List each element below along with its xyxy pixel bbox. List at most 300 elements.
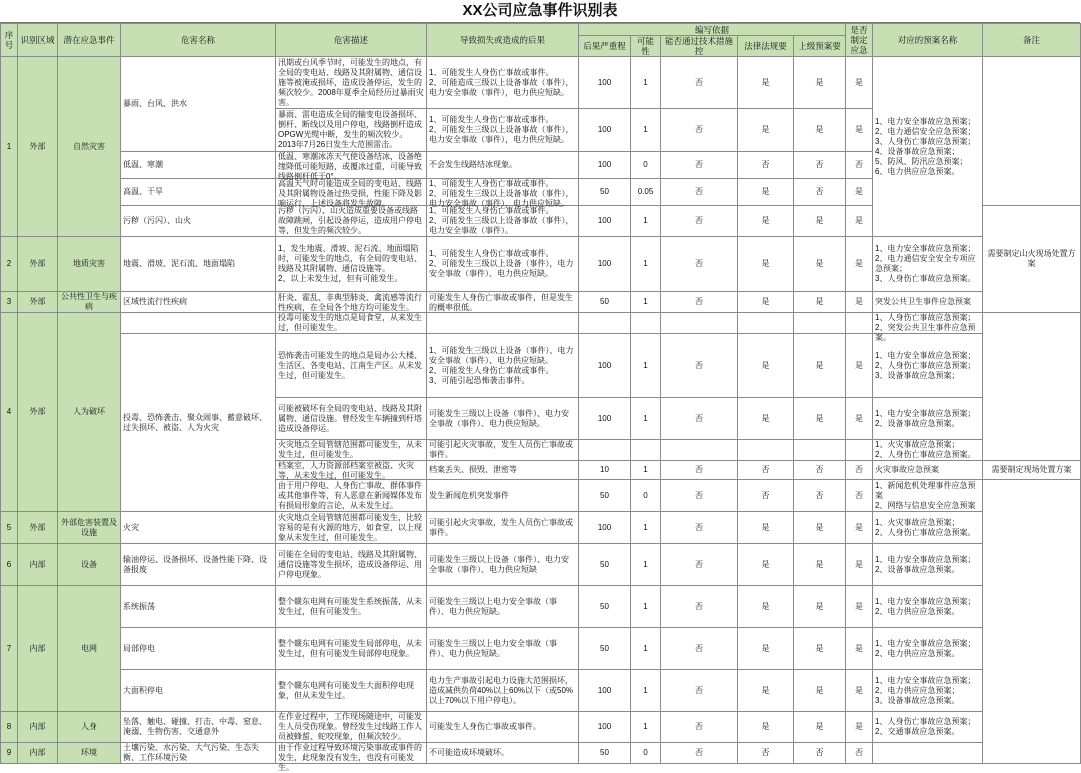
consequence-text: 可能发生三级以上设备（事件）、电力安全事故（事件）、电力供应短缺。 bbox=[429, 408, 569, 428]
hazard-desc-text: 火灾地点全局管辖范围都可能发生，比较容易的是有火源的地方，如食堂，以上现象从未发生过，但可能发生。 bbox=[278, 512, 422, 542]
plan-text: 突发公共卫生事件应急预案 bbox=[875, 297, 972, 306]
consequence-text: 发生新闻危机突发事件 bbox=[429, 490, 509, 500]
need-plan-cell: 是 bbox=[846, 544, 873, 586]
hazard-name-text: 土壤污染、水污染、大气污染、生态失衡、工作环境污染 bbox=[123, 743, 259, 762]
hazard-desc-text: 暴雨、雷电造成全局的输变电设备损坏、倒杆、断线以及用户停电，线路倒杆造成OPGW光缆中断，发生的频次较少。2013年7月26日发生大范围雷击。 bbox=[278, 110, 422, 149]
plan-cell bbox=[873, 628, 983, 670]
tech-cell: 否 bbox=[661, 670, 738, 712]
law-cell: 是 bbox=[738, 628, 794, 670]
hazard-desc-text: 1、发生地震、滑坡、泥石流、地面塌陷时，可能发生的地点，有全局的变电站、线路及其附属物、通信设施等。 2、以上未发生过，但有可能发生。 bbox=[278, 244, 422, 283]
col-consequence: 导致损失或造成的后果 bbox=[427, 24, 579, 57]
law-cell: 否 bbox=[738, 743, 794, 764]
table-row bbox=[1, 712, 1081, 743]
tech-cell: 否 bbox=[661, 292, 738, 313]
hazard-desc-text: 由于用户停电、人身伤亡事故、群体事件或其他事件等，有人恶意在新闻媒体发布有损局形象的言论，从未发生过。 bbox=[278, 480, 422, 510]
col-law: 法律法规要 bbox=[738, 36, 794, 57]
possibility-cell: 1 bbox=[631, 461, 661, 480]
tech-cell: 否 bbox=[661, 628, 738, 670]
possibility-cell: 1 bbox=[631, 586, 661, 628]
consequence-cell bbox=[427, 628, 579, 670]
law-cell: 否 bbox=[738, 152, 794, 179]
plan-text: 1、电力安全事故应急预案； 2、电力通信安全安全专项应急预案； 3、人身伤亡事故应急预案。 bbox=[875, 244, 976, 283]
col-event: 潜在应急事件 bbox=[58, 24, 121, 57]
tech-cell: 否 bbox=[661, 480, 738, 512]
severity-cell: 100 bbox=[579, 206, 631, 237]
plan-text: 1、火灾事故应急预案； 2、人身伤亡事故应急预案。 bbox=[875, 440, 976, 459]
need-plan-cell: 是 bbox=[846, 628, 873, 670]
law-cell: 是 bbox=[738, 544, 794, 586]
superior-cell: 是 bbox=[794, 292, 846, 313]
table-row bbox=[1, 313, 1081, 334]
hazard-desc-cell bbox=[276, 57, 427, 109]
consequence-text: 1、可能发生人身伤亡事故或事件。 2、可能造成三级以上设备事故（事件），电力安全事故（事件），电力供应短缺。 bbox=[429, 67, 574, 97]
event-cell: 电网 bbox=[58, 586, 121, 712]
law-cell: 是 bbox=[738, 512, 794, 544]
remark-cell bbox=[983, 313, 1081, 461]
consequence-text: 可能引起火灾事故，发生人员伤亡事故或事件。 bbox=[429, 517, 573, 537]
need-plan-cell: 否 bbox=[846, 743, 873, 764]
hazard-name-cell bbox=[121, 206, 276, 237]
area-cell: 内部 bbox=[18, 712, 58, 743]
hazard-name-cell bbox=[121, 334, 276, 512]
possibility-cell: 1 bbox=[631, 334, 661, 398]
hazard-desc-cell bbox=[276, 398, 427, 440]
hazard-name-cell bbox=[121, 179, 276, 206]
plan-text: 1、电力安全事故应急预案； 2、电力供应应急预案； 3、设备事故应急预案。 bbox=[875, 675, 976, 705]
table-row bbox=[1, 586, 1081, 628]
tech-cell bbox=[661, 313, 738, 334]
col-plan: 对应的预案名称 bbox=[873, 24, 983, 57]
seq-cell: 1 bbox=[1, 57, 18, 237]
hazard-name-cell bbox=[121, 743, 276, 764]
hazard-desc-text: 投毒可能发生的地点是局食堂，从来发生过，但可能发生。 bbox=[278, 313, 422, 332]
hazard-name-text: 高温、干旱 bbox=[123, 187, 163, 196]
possibility-cell: 1 bbox=[631, 398, 661, 440]
possibility-cell bbox=[631, 440, 661, 461]
superior-cell: 是 bbox=[794, 57, 846, 109]
severity-cell: 100 bbox=[579, 398, 631, 440]
need-plan-cell: 是 bbox=[846, 398, 873, 440]
hazard-desc-text: 汛期或台风季节时，可能发生的地点，有全局的变电站、线路及其附属物、通信设施等被淹或损坏，造成设备停运，发生的频次较少。2008年夏季全局经历过暴雨灾害。 bbox=[278, 57, 424, 107]
table-row bbox=[1, 57, 1081, 109]
hazard-name-text: 大面积停电 bbox=[123, 685, 163, 695]
col-severity: 后果严重程 bbox=[579, 36, 631, 57]
law-cell: 是 bbox=[738, 57, 794, 109]
severity-cell bbox=[579, 440, 631, 461]
sheet-title: XX公司应急事件识别表 bbox=[0, 0, 1080, 23]
consequence-text: 1、可能发生人身伤亡事故或事件。 2、可能发生三级以上设备事故（事件），电力安全事故（事件），电力供应短缺。 bbox=[429, 115, 574, 144]
consequence-text: 1、可能发生人身伤亡事故或事件。 2、可能发生三级以上设备事故（事件），电力安全事故（事件），电力供应短缺。 bbox=[429, 179, 574, 208]
col-hazard-name: 危害名称 bbox=[121, 24, 276, 57]
hazard-desc-text: 由于作业过程导致环境污染事故或事件的发生，此现象没有发生，也没有可能发生。 bbox=[278, 743, 422, 772]
severity-cell: 100 bbox=[579, 109, 631, 152]
hazard-name-text: 污秽（污闪）、山火 bbox=[123, 216, 191, 225]
table-row bbox=[1, 334, 1081, 398]
plan-text: 1、人身伤亡事故应急预案； 2、突发公共卫生事件应急预案。 bbox=[875, 313, 976, 342]
law-cell: 是 bbox=[738, 586, 794, 628]
superior-cell: 否 bbox=[794, 152, 846, 179]
superior-cell: 否 bbox=[794, 743, 846, 764]
tech-cell: 否 bbox=[661, 237, 738, 292]
table-row bbox=[1, 544, 1081, 586]
plan-text: 1、电力安全事故应急预案； 2、电力供应应急预案。 bbox=[875, 596, 976, 616]
hazard-desc-text: 可能被破坏有全局的变电站、线路及其附属物、通信设施。曾经发生车辆撞到杆塔造成设备停运。 bbox=[278, 403, 422, 433]
tech-cell: 否 bbox=[661, 586, 738, 628]
hazard-desc-cell bbox=[276, 743, 427, 772]
hazard-name-cell bbox=[121, 670, 276, 712]
consequence-text: 1、可能发生三级以上设备（事件）、电力安全事故（事件）、电力供应短缺。 2、可能发生人身伤亡事故或事件。 3、可能引起恐怖袭击事件。 bbox=[429, 345, 574, 385]
plan-text: 1、人身伤亡事故应急预案； 2、交通事故应急预案。 bbox=[875, 717, 976, 736]
plan-text: 1、电力安全事故应急预案； 2、设备事故应急预案。 bbox=[875, 554, 976, 574]
hazard-name-cell bbox=[121, 628, 276, 670]
seq-cell: 3 bbox=[1, 292, 18, 313]
consequence-text: 1、可能发生人身伤亡事故或事件。 2、可能发生三级以上设备（事件），电力安全事故（事件）、电力供应短缺。 bbox=[429, 249, 574, 278]
consequence-cell bbox=[427, 206, 579, 237]
possibility-cell: 1 bbox=[631, 109, 661, 152]
possibility-cell: 1 bbox=[631, 628, 661, 670]
plan-cell bbox=[873, 313, 983, 342]
tech-cell: 否 bbox=[661, 743, 738, 764]
area-cell: 内部 bbox=[18, 586, 58, 712]
consequence-cell bbox=[427, 292, 579, 313]
tech-cell: 否 bbox=[661, 398, 738, 440]
possibility-cell: 1 bbox=[631, 512, 661, 544]
remark-cell bbox=[983, 57, 1081, 206]
hazard-name-text: 低温、寒潮 bbox=[123, 160, 163, 169]
hazard-name-cell bbox=[121, 512, 276, 544]
area-cell: 内部 bbox=[18, 743, 58, 764]
remark-text: 需要制定山火现场处置方案 bbox=[987, 249, 1076, 268]
superior-cell: 否 bbox=[794, 461, 846, 480]
area-cell: 外部 bbox=[18, 292, 58, 313]
superior-cell: 是 bbox=[794, 712, 846, 743]
remark-text: 需要制定现场处置方案 bbox=[991, 465, 1072, 474]
tech-cell: 否 bbox=[661, 512, 738, 544]
possibility-cell: 1 bbox=[631, 237, 661, 292]
event-cell: 公共性卫生与疾病 bbox=[58, 292, 121, 313]
consequence-cell bbox=[427, 712, 579, 743]
consequence-text: 可能发生三级以上电力安全事故（事件）、电力供应短缺。 bbox=[429, 638, 557, 658]
plan-cell bbox=[873, 712, 983, 743]
hazard-name-text: 坠落、触电、碰撞、打击、中毒、窒息、淹溺、生物伤害、交通意外 bbox=[123, 717, 267, 736]
seq-cell: 7 bbox=[1, 586, 18, 712]
hazard-name-text: 输油停运、设备损坏、设备性能下降、设备报废 bbox=[123, 554, 267, 574]
hazard-desc-cell bbox=[276, 334, 427, 398]
consequence-text: 可能发生三级以上设备（事件）、电力安全事故（事件）、电力供应短缺 bbox=[429, 554, 569, 574]
need-plan-cell: 是 bbox=[846, 109, 873, 152]
event-cell: 设备 bbox=[58, 544, 121, 586]
area-cell: 外部 bbox=[18, 512, 58, 544]
consequence-cell bbox=[427, 512, 579, 544]
risk-table bbox=[0, 23, 1081, 772]
hazard-desc-text: 档案室，人力资源部档案室被盗、火灾等，从未发生过，但可能发生。 bbox=[278, 461, 414, 480]
law-cell bbox=[738, 313, 794, 334]
hazard-name-cell bbox=[121, 313, 276, 334]
event-cell: 外部危害装置及设施 bbox=[58, 512, 121, 544]
col-hazard-desc: 危害描述 bbox=[276, 24, 427, 57]
law-cell: 是 bbox=[738, 237, 794, 292]
law-cell: 是 bbox=[738, 670, 794, 712]
hazard-desc-cell bbox=[276, 237, 427, 292]
severity-cell: 50 bbox=[579, 544, 631, 586]
need-plan-cell: 是 bbox=[846, 179, 873, 206]
severity-cell: 50 bbox=[579, 743, 631, 764]
law-cell: 是 bbox=[738, 109, 794, 152]
need-plan-cell: 是 bbox=[846, 512, 873, 544]
severity-cell: 100 bbox=[579, 57, 631, 109]
col-seq: 序号 bbox=[1, 24, 18, 57]
possibility-cell: 1 bbox=[631, 57, 661, 109]
need-plan-cell: 否 bbox=[846, 152, 873, 179]
seq-cell: 4 bbox=[1, 313, 18, 512]
seq-cell: 2 bbox=[1, 237, 18, 292]
event-cell: 自然灾害 bbox=[58, 57, 121, 237]
superior-cell: 是 bbox=[794, 109, 846, 152]
plan-cell bbox=[873, 512, 983, 544]
severity-cell: 100 bbox=[579, 712, 631, 743]
tech-cell: 否 bbox=[661, 57, 738, 109]
severity-cell: 50 bbox=[579, 292, 631, 313]
hazard-desc-cell bbox=[276, 512, 427, 544]
remark-cell bbox=[983, 480, 1081, 764]
superior-cell: 是 bbox=[794, 628, 846, 670]
col-tech: 能否通过技术措施控 bbox=[661, 36, 738, 57]
need-plan-cell: 否 bbox=[846, 461, 873, 480]
superior-cell: 是 bbox=[794, 237, 846, 292]
col-remark: 备注 bbox=[983, 24, 1081, 57]
event-cell: 地质灾害 bbox=[58, 237, 121, 292]
hazard-desc-text: 整个赣东电网有可能发生系统振荡，从未发生过，但有可能发生。 bbox=[278, 596, 422, 616]
tech-cell: 否 bbox=[661, 712, 738, 743]
consequence-text: 不可能造成环境破坏。 bbox=[429, 748, 509, 757]
plan-text: 1、电力安全事故应急预案； 2、电力通信安全应急预案； 3、人身伤亡事故应急预案； 4、设备事故应急预案； 5、防风、防汛应急预案； 6、电力供应应急预案。 bbox=[875, 116, 976, 176]
need-plan-cell: 是 bbox=[846, 586, 873, 628]
area-cell: 外部 bbox=[18, 237, 58, 292]
hazard-desc-text: 在作业过程中，工作现场随途中，可能发生人员受伤现象。曾经发生过线路工作人员被蜂蜇、蛇咬现象，但频次较少。 bbox=[278, 712, 422, 741]
severity-cell: 10 bbox=[579, 461, 631, 480]
plan-cell bbox=[873, 292, 983, 313]
hazard-desc-cell bbox=[276, 179, 427, 206]
severity-cell: 100 bbox=[579, 670, 631, 712]
consequence-text: 1、可能发生人身伤亡事故或事件。 2、可能发生三级以上设备事故（事件），电力安全事故（事件）。 bbox=[429, 206, 574, 235]
need-plan-cell: 是 bbox=[846, 334, 873, 398]
tech-cell: 否 bbox=[661, 109, 738, 152]
possibility-cell: 0 bbox=[631, 480, 661, 512]
event-cell: 人身 bbox=[58, 712, 121, 743]
hazard-desc-cell bbox=[276, 461, 427, 480]
need-plan-cell: 是 bbox=[846, 712, 873, 743]
col-area: 识别区域 bbox=[18, 24, 58, 57]
need-plan-cell: 是 bbox=[846, 237, 873, 292]
tech-cell bbox=[661, 440, 738, 461]
hazard-desc-cell bbox=[276, 712, 427, 743]
hazard-name-cell bbox=[121, 57, 276, 152]
superior-cell: 是 bbox=[794, 586, 846, 628]
area-cell: 内部 bbox=[18, 544, 58, 586]
plan-cell bbox=[873, 461, 983, 480]
law-cell: 否 bbox=[738, 480, 794, 512]
superior-cell: 是 bbox=[794, 670, 846, 712]
plan-cell bbox=[873, 237, 983, 292]
possibility-cell: 1 bbox=[631, 670, 661, 712]
possibility-cell: 0.05 bbox=[631, 179, 661, 206]
consequence-cell bbox=[427, 152, 579, 179]
plan-text: 1、电力安全事故应急预案； 2、设备事故应急预案。 bbox=[875, 408, 976, 428]
consequence-cell bbox=[427, 237, 579, 292]
plan-cell bbox=[873, 398, 983, 440]
seq-cell: 5 bbox=[1, 512, 18, 544]
possibility-cell: 0 bbox=[631, 743, 661, 764]
hazard-name-text: 局部停电 bbox=[123, 643, 155, 653]
possibility-cell bbox=[631, 313, 661, 334]
plan-text: 1、电力安全事故应急预案； 2、电力供应应急预案。 bbox=[875, 638, 976, 658]
consequence-cell bbox=[427, 109, 579, 152]
consequence-cell bbox=[427, 334, 579, 398]
consequence-cell bbox=[427, 743, 579, 764]
hazard-desc-text: 可能在全局的变电站、线路及其附属物、通信设施等发生损坏，造成设备停运、用户停电现象。 bbox=[278, 549, 422, 579]
plan-cell bbox=[873, 440, 983, 461]
plan-cell bbox=[873, 544, 983, 586]
superior-cell bbox=[794, 313, 846, 334]
possibility-cell: 1 bbox=[631, 544, 661, 586]
plan-text: 1、新闻危机处理事件应急预案 2、网络与信息安全应急预案 bbox=[875, 480, 976, 510]
possibility-cell: 0 bbox=[631, 152, 661, 179]
hazard-desc-cell bbox=[276, 152, 427, 179]
possibility-cell: 1 bbox=[631, 292, 661, 313]
hazard-name-cell bbox=[121, 237, 276, 292]
hazard-desc-text: 污秽（污闪）、山火造成重要设备或线路故障跳闸，引起设备停运，造成用户停电等，但发生的频次较少。 bbox=[278, 206, 422, 235]
area-cell: 外部 bbox=[18, 57, 58, 237]
superior-cell: 是 bbox=[794, 544, 846, 586]
hazard-name-text: 火灾 bbox=[123, 522, 139, 532]
hazard-name-text: 地震、滑坡、泥石流、地面塌陷 bbox=[123, 259, 235, 268]
law-cell: 是 bbox=[738, 206, 794, 237]
severity-cell: 100 bbox=[579, 512, 631, 544]
event-cell: 人为破坏 bbox=[58, 313, 121, 512]
hazard-name-cell bbox=[121, 586, 276, 628]
severity-cell: 50 bbox=[579, 628, 631, 670]
possibility-cell: 1 bbox=[631, 712, 661, 743]
consequence-cell bbox=[427, 480, 579, 512]
superior-cell: 是 bbox=[794, 512, 846, 544]
need-plan-cell: 是 bbox=[846, 57, 873, 109]
plan-cell bbox=[873, 480, 983, 512]
consequence-cell bbox=[427, 461, 579, 480]
superior-cell: 是 bbox=[794, 206, 846, 237]
law-cell: 是 bbox=[738, 334, 794, 398]
remark-cell bbox=[983, 461, 1081, 480]
hazard-name-text: 暴雨、台风、洪水 bbox=[123, 99, 187, 108]
col-basis: 编写依据 bbox=[579, 24, 846, 36]
plan-text: 火灾事故应急预案 bbox=[875, 465, 940, 474]
severity-cell: 50 bbox=[579, 179, 631, 206]
consequence-cell bbox=[427, 544, 579, 586]
severity-cell: 100 bbox=[579, 152, 631, 179]
hazard-desc-cell bbox=[276, 109, 427, 152]
law-cell: 是 bbox=[738, 292, 794, 313]
plan-text: 1、火灾事故应急预案； 2、人身伤亡事故应急预案。 bbox=[875, 517, 976, 537]
table-row bbox=[1, 292, 1081, 313]
hazard-name-text: 区域性流行性疾病 bbox=[123, 297, 187, 306]
hazard-name-cell bbox=[121, 152, 276, 179]
seq-cell: 8 bbox=[1, 712, 18, 743]
consequence-cell bbox=[427, 586, 579, 628]
need-plan-cell: 是 bbox=[846, 206, 873, 237]
consequence-text: 电力生产事故引起电力设施大范围损坏，造成减供负荷40%以上60%以下（或50%以上70%以下用户停电）。 bbox=[429, 675, 574, 705]
law-cell: 是 bbox=[738, 712, 794, 743]
possibility-cell: 1 bbox=[631, 206, 661, 237]
table-row bbox=[1, 237, 1081, 292]
hazard-name-cell bbox=[121, 544, 276, 586]
superior-cell: 是 bbox=[794, 398, 846, 440]
seq-cell: 9 bbox=[1, 743, 18, 764]
consequence-text: 档案丢失、损毁、泄密等 bbox=[429, 465, 517, 474]
col-superior: 上级预案要 bbox=[794, 36, 846, 57]
consequence-cell bbox=[427, 179, 579, 206]
hazard-desc-text: 高温天气时可能造成全局的变电站、线路及其附属物设备过热受损，性能下降及影响运行，上述设备将发生故障。 bbox=[278, 179, 422, 208]
severity-cell: 50 bbox=[579, 480, 631, 512]
consequence-cell bbox=[427, 670, 579, 712]
severity-cell: 100 bbox=[579, 334, 631, 398]
consequence-text: 可能发生人身伤亡事故或事件。 bbox=[429, 722, 541, 731]
law-cell: 否 bbox=[738, 461, 794, 480]
hazard-desc-text: 肝炎、霍乱、非典型肺炎、禽流感等流行性疾病，在全局各个地方均可能发生。 bbox=[278, 293, 422, 312]
hazard-desc-cell bbox=[276, 313, 427, 334]
law-cell bbox=[738, 440, 794, 461]
severity-cell bbox=[579, 313, 631, 334]
severity-cell: 100 bbox=[579, 237, 631, 292]
consequence-cell bbox=[427, 398, 579, 440]
consequence-text: 可能发生人身伤亡事故或事件，但是发生的概率很低。 bbox=[429, 293, 573, 312]
hazard-name-cell bbox=[121, 712, 276, 743]
need-plan-cell: 否 bbox=[846, 480, 873, 512]
tech-cell: 否 bbox=[661, 152, 738, 179]
hazard-desc-cell bbox=[276, 544, 427, 586]
hazard-desc-text: 整个赣东电网有可能发生大面积停电现象，但从未发生过。 bbox=[278, 680, 414, 700]
need-plan-cell: 是 bbox=[846, 670, 873, 712]
need-plan-cell bbox=[846, 440, 873, 461]
hazard-desc-cell bbox=[276, 670, 427, 712]
tech-cell: 否 bbox=[661, 179, 738, 206]
hazard-desc-cell bbox=[276, 440, 427, 461]
table-row bbox=[1, 743, 1081, 764]
tech-cell: 否 bbox=[661, 334, 738, 398]
seq-cell: 6 bbox=[1, 544, 18, 586]
consequence-cell bbox=[427, 440, 579, 461]
table-row bbox=[1, 670, 1081, 712]
consequence-text: 不会发生线路结冰现象。 bbox=[429, 160, 517, 169]
plan-cell bbox=[873, 57, 983, 237]
plan-cell bbox=[873, 670, 983, 712]
law-cell: 是 bbox=[738, 179, 794, 206]
event-cell: 环境 bbox=[58, 743, 121, 764]
hazard-name-text: 投毒、恐怖袭击、聚众闹事、蓄意破坏、过失损坏、被盗、人为火灾 bbox=[123, 412, 267, 432]
table-row bbox=[1, 512, 1081, 544]
severity-cell: 50 bbox=[579, 586, 631, 628]
area-cell: 外部 bbox=[18, 313, 58, 512]
plan-cell bbox=[873, 334, 983, 398]
consequence-cell bbox=[427, 57, 579, 109]
table-row bbox=[1, 628, 1081, 670]
superior-cell: 否 bbox=[794, 480, 846, 512]
remark-cell bbox=[983, 206, 1081, 313]
consequence-text: 可能发生三级以上电力安全事故（事件）、电力供应短缺。 bbox=[429, 596, 557, 616]
hazard-desc-text: 整个赣东电网有可能发生局部停电，从未发生过，但有可能发生局部停电现象。 bbox=[278, 638, 422, 658]
plan-cell bbox=[873, 743, 983, 764]
hazard-name-cell bbox=[121, 292, 276, 313]
tech-cell: 否 bbox=[661, 544, 738, 586]
hazard-desc-cell bbox=[276, 206, 427, 237]
